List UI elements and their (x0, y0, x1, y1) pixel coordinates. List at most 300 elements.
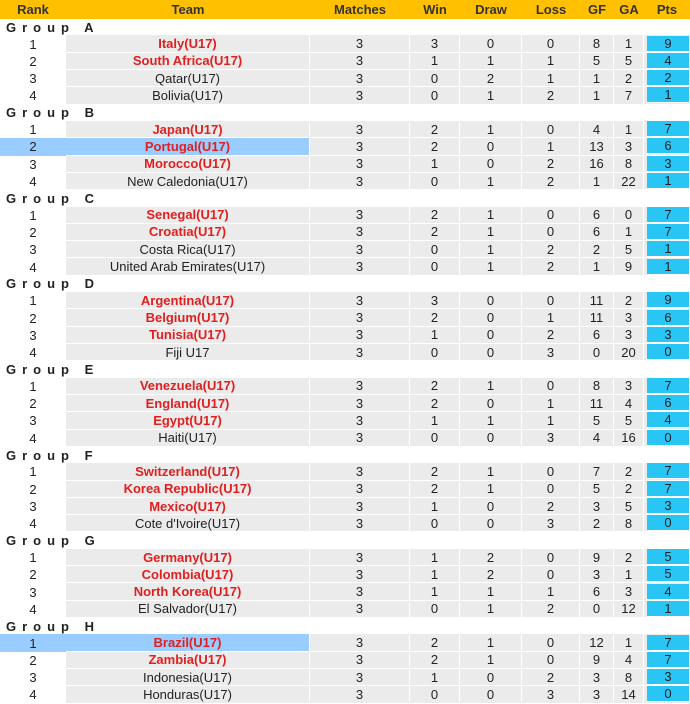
cell-team[interactable]: Bolivia(U17) (66, 87, 310, 104)
cell-team[interactable]: Tunisia(U17) (66, 327, 310, 344)
cell-gf: 6 (580, 583, 614, 600)
cell-team[interactable]: Zambia(U17) (66, 652, 310, 669)
cell-ga: 22 (614, 173, 644, 190)
cell-win: 1 (410, 669, 460, 686)
cell-rank: 1 (0, 121, 66, 138)
team-row[interactable] (0, 309, 690, 326)
cell-loss: 0 (522, 549, 580, 566)
cell-rank: 4 (0, 515, 66, 532)
cell-team[interactable]: Qatar(U17) (66, 70, 310, 87)
cell-ga: 5 (614, 53, 644, 70)
cell-draw: 0 (460, 138, 522, 155)
cell-win: 1 (410, 583, 460, 600)
cell-ga: 2 (614, 481, 644, 498)
team-row[interactable] (0, 53, 690, 70)
cell-matches: 3 (310, 53, 410, 70)
cell-matches: 3 (310, 173, 410, 190)
cell-matches: 3 (310, 549, 410, 566)
pts-badge: 6 (647, 138, 689, 154)
cell-team[interactable]: South Africa(U17) (66, 53, 310, 70)
group-header (0, 361, 690, 377)
cell-loss: 2 (522, 173, 580, 190)
cell-ga: 3 (614, 138, 644, 155)
standings-body (0, 19, 690, 704)
cell-win: 1 (410, 566, 460, 583)
team-row[interactable] (0, 378, 690, 395)
cell-matches: 3 (310, 156, 410, 173)
cell-rank: 3 (0, 70, 66, 87)
cell-draw: 0 (460, 292, 522, 309)
team-row[interactable] (0, 412, 690, 429)
cell-win: 0 (410, 241, 460, 258)
cell-loss: 0 (522, 207, 580, 224)
cell-pts (644, 601, 690, 618)
cell-draw: 0 (460, 344, 522, 361)
cell-ga: 2 (614, 292, 644, 309)
pts-badge: 6 (647, 310, 689, 326)
cell-gf: 2 (580, 241, 614, 258)
pts-badge: 7 (647, 224, 689, 240)
cell-pts (644, 292, 690, 309)
cell-loss: 2 (522, 258, 580, 275)
pts-badge: 6 (647, 395, 689, 411)
cell-matches: 3 (310, 498, 410, 515)
cell-matches: 3 (310, 583, 410, 600)
cell-pts (644, 634, 690, 651)
cell-win: 3 (410, 292, 460, 309)
cell-rank: 2 (0, 566, 66, 583)
cell-win: 0 (410, 258, 460, 275)
cell-draw: 1 (460, 87, 522, 104)
group-name: Group A (0, 19, 690, 35)
cell-pts (644, 138, 690, 155)
header-team[interactable]: Team (66, 0, 310, 19)
cell-loss: 3 (522, 344, 580, 361)
cell-win: 1 (410, 412, 460, 429)
cell-draw: 0 (460, 669, 522, 686)
team-row[interactable] (0, 583, 690, 600)
cell-pts (644, 241, 690, 258)
cell-loss: 2 (522, 601, 580, 618)
cell-matches: 3 (310, 515, 410, 532)
cell-loss: 1 (522, 138, 580, 155)
cell-loss: 2 (522, 498, 580, 515)
group-name: Group D (0, 276, 690, 292)
team-row[interactable] (0, 173, 690, 190)
cell-pts (644, 87, 690, 104)
group-header (0, 190, 690, 206)
cell-draw: 0 (460, 515, 522, 532)
header-gf[interactable]: GF (580, 0, 614, 19)
cell-win: 2 (410, 121, 460, 138)
cell-matches: 3 (310, 87, 410, 104)
cell-ga: 8 (614, 156, 644, 173)
cell-team[interactable]: Cote d'Ivoire(U17) (66, 515, 310, 532)
cell-pts (644, 463, 690, 480)
cell-draw: 1 (460, 601, 522, 618)
cell-team[interactable]: New Caledonia(U17) (66, 173, 310, 190)
cell-team[interactable]: Argentina(U17) (66, 292, 310, 309)
cell-team[interactable]: Mexico(U17) (66, 498, 310, 515)
cell-team[interactable]: Switzerland(U17) (66, 463, 310, 480)
cell-rank: 2 (0, 309, 66, 326)
cell-matches: 3 (310, 430, 410, 447)
cell-draw: 0 (460, 498, 522, 515)
team-row[interactable] (0, 395, 690, 412)
cell-win: 0 (410, 515, 460, 532)
cell-team[interactable]: Morocco(U17) (66, 156, 310, 173)
cell-loss: 0 (522, 224, 580, 241)
team-row[interactable] (0, 70, 690, 87)
team-row[interactable] (0, 138, 690, 155)
cell-ga: 3 (614, 583, 644, 600)
team-row[interactable] (0, 87, 690, 104)
cell-gf: 8 (580, 378, 614, 395)
cell-win: 2 (410, 652, 460, 669)
team-row[interactable] (0, 327, 690, 344)
cell-rank: 2 (0, 395, 66, 412)
pts-badge: 1 (647, 259, 689, 275)
cell-pts (644, 156, 690, 173)
cell-ga: 3 (614, 327, 644, 344)
cell-win: 1 (410, 498, 460, 515)
cell-draw: 0 (460, 156, 522, 173)
cell-win: 2 (410, 309, 460, 326)
cell-gf: 3 (580, 566, 614, 583)
cell-gf: 0 (580, 601, 614, 618)
cell-rank: 1 (0, 207, 66, 224)
team-row[interactable] (0, 669, 690, 686)
team-row[interactable] (0, 601, 690, 618)
cell-ga: 9 (614, 258, 644, 275)
team-row[interactable] (0, 634, 690, 651)
cell-matches: 3 (310, 412, 410, 429)
cell-rank: 1 (0, 463, 66, 480)
group-header (0, 105, 690, 121)
cell-win: 2 (410, 207, 460, 224)
pts-badge: 5 (647, 566, 689, 582)
cell-pts (644, 258, 690, 275)
header-pts[interactable]: Pts (644, 0, 690, 19)
cell-draw: 1 (460, 378, 522, 395)
cell-win: 0 (410, 344, 460, 361)
cell-win: 0 (410, 686, 460, 703)
pts-badge: 7 (647, 378, 689, 394)
team-row[interactable] (0, 207, 690, 224)
group-name: Group H (0, 618, 690, 634)
cell-ga: 5 (614, 241, 644, 258)
cell-rank: 2 (0, 481, 66, 498)
pts-badge: 1 (647, 87, 689, 103)
cell-draw: 1 (460, 634, 522, 651)
cell-matches: 3 (310, 634, 410, 651)
cell-ga: 4 (614, 395, 644, 412)
team-row[interactable] (0, 686, 690, 703)
cell-ga: 2 (614, 70, 644, 87)
team-row[interactable] (0, 481, 690, 498)
cell-draw: 1 (460, 241, 522, 258)
team-row[interactable] (0, 652, 690, 669)
group-header (0, 276, 690, 292)
cell-team[interactable]: Portugal(U17) (66, 138, 310, 155)
cell-matches: 3 (310, 652, 410, 669)
cell-rank: 4 (0, 173, 66, 190)
team-row[interactable] (0, 292, 690, 309)
cell-loss: 0 (522, 121, 580, 138)
cell-pts (644, 35, 690, 52)
cell-rank: 3 (0, 583, 66, 600)
cell-rank: 3 (0, 156, 66, 173)
team-row[interactable] (0, 224, 690, 241)
cell-loss: 0 (522, 652, 580, 669)
cell-team[interactable]: Haiti(U17) (66, 430, 310, 447)
cell-ga: 4 (614, 652, 644, 669)
cell-team[interactable]: Venezuela(U17) (66, 378, 310, 395)
cell-ga: 0 (614, 207, 644, 224)
cell-ga: 2 (614, 463, 644, 480)
team-row[interactable] (0, 463, 690, 480)
cell-team[interactable]: United Arab Emirates(U17) (66, 258, 310, 275)
pts-badge: 7 (647, 635, 689, 651)
cell-pts (644, 121, 690, 138)
cell-team[interactable]: Japan(U17) (66, 121, 310, 138)
cell-team[interactable]: Honduras(U17) (66, 686, 310, 703)
cell-pts (644, 344, 690, 361)
cell-gf: 5 (580, 481, 614, 498)
cell-ga: 20 (614, 344, 644, 361)
cell-team[interactable]: Indonesia(U17) (66, 669, 310, 686)
cell-rank: 2 (0, 224, 66, 241)
cell-rank: 2 (0, 652, 66, 669)
cell-pts (644, 173, 690, 190)
cell-pts (644, 378, 690, 395)
team-row[interactable] (0, 549, 690, 566)
pts-badge: 0 (647, 344, 689, 360)
header-draw[interactable]: Draw (460, 0, 522, 19)
cell-matches: 3 (310, 481, 410, 498)
cell-rank: 4 (0, 258, 66, 275)
cell-team[interactable]: Korea Republic(U17) (66, 481, 310, 498)
cell-rank: 4 (0, 344, 66, 361)
cell-draw: 0 (460, 395, 522, 412)
team-row[interactable] (0, 241, 690, 258)
team-row[interactable] (0, 515, 690, 532)
cell-matches: 3 (310, 35, 410, 52)
team-row[interactable] (0, 498, 690, 515)
cell-draw: 0 (460, 35, 522, 52)
cell-loss: 0 (522, 378, 580, 395)
cell-rank: 3 (0, 669, 66, 686)
cell-matches: 3 (310, 669, 410, 686)
cell-draw: 1 (460, 481, 522, 498)
header-rank[interactable]: Rank (0, 0, 66, 19)
cell-ga: 1 (614, 35, 644, 52)
team-row[interactable] (0, 156, 690, 173)
pts-badge: 3 (647, 156, 689, 172)
cell-team[interactable]: Germany(U17) (66, 549, 310, 566)
pts-badge: 0 (647, 430, 689, 446)
pts-badge: 3 (647, 669, 689, 685)
cell-team[interactable]: Colombia(U17) (66, 566, 310, 583)
cell-gf: 11 (580, 292, 614, 309)
pts-badge: 7 (647, 207, 689, 223)
cell-draw: 0 (460, 686, 522, 703)
cell-draw: 1 (460, 583, 522, 600)
cell-gf: 9 (580, 549, 614, 566)
cell-rank: 1 (0, 634, 66, 651)
cell-win: 2 (410, 378, 460, 395)
cell-win: 1 (410, 327, 460, 344)
cell-win: 0 (410, 87, 460, 104)
cell-team[interactable]: Belgium(U17) (66, 309, 310, 326)
cell-matches: 3 (310, 463, 410, 480)
group-name: Group B (0, 105, 690, 121)
pts-badge: 2 (647, 70, 689, 86)
cell-ga: 3 (614, 378, 644, 395)
pts-badge: 7 (647, 121, 689, 137)
cell-matches: 3 (310, 70, 410, 87)
cell-team[interactable]: Senegal(U17) (66, 207, 310, 224)
pts-badge: 0 (647, 686, 689, 702)
cell-gf: 11 (580, 395, 614, 412)
team-row[interactable] (0, 35, 690, 52)
cell-draw: 1 (460, 207, 522, 224)
cell-pts (644, 686, 690, 703)
cell-rank: 4 (0, 686, 66, 703)
cell-draw: 1 (460, 53, 522, 70)
cell-win: 0 (410, 601, 460, 618)
team-row[interactable] (0, 121, 690, 138)
team-row[interactable] (0, 258, 690, 275)
cell-draw: 0 (460, 430, 522, 447)
cell-pts (644, 669, 690, 686)
header-matches[interactable]: Matches (310, 0, 410, 19)
cell-matches: 3 (310, 395, 410, 412)
cell-win: 2 (410, 138, 460, 155)
cell-matches: 3 (310, 378, 410, 395)
header-ga[interactable]: GA (614, 0, 644, 19)
cell-ga: 3 (614, 309, 644, 326)
cell-rank: 3 (0, 412, 66, 429)
cell-rank: 4 (0, 87, 66, 104)
cell-team[interactable]: El Salvador(U17) (66, 601, 310, 618)
cell-rank: 3 (0, 241, 66, 258)
team-row[interactable] (0, 566, 690, 583)
cell-rank: 4 (0, 601, 66, 618)
cell-loss: 3 (522, 430, 580, 447)
cell-pts (644, 583, 690, 600)
cell-win: 2 (410, 395, 460, 412)
cell-pts (644, 549, 690, 566)
cell-gf: 8 (580, 35, 614, 52)
cell-rank: 1 (0, 35, 66, 52)
cell-loss: 1 (522, 53, 580, 70)
cell-rank: 1 (0, 378, 66, 395)
header-loss[interactable]: Loss (522, 0, 580, 19)
header-win[interactable]: Win (410, 0, 460, 19)
pts-badge: 7 (647, 481, 689, 497)
header-row (0, 0, 690, 19)
cell-win: 0 (410, 430, 460, 447)
cell-gf: 0 (580, 344, 614, 361)
group-name: Group G (0, 532, 690, 548)
cell-ga: 8 (614, 515, 644, 532)
cell-pts (644, 53, 690, 70)
cell-team[interactable]: Fiji U17 (66, 344, 310, 361)
cell-gf: 3 (580, 498, 614, 515)
cell-rank: 1 (0, 292, 66, 309)
cell-team[interactable]: Italy(U17) (66, 35, 310, 52)
cell-pts (644, 515, 690, 532)
cell-win: 0 (410, 70, 460, 87)
cell-draw: 1 (460, 412, 522, 429)
cell-rank: 3 (0, 327, 66, 344)
cell-gf: 2 (580, 515, 614, 532)
group-name: Group C (0, 190, 690, 206)
cell-loss: 0 (522, 292, 580, 309)
pts-badge: 1 (647, 241, 689, 257)
cell-pts (644, 224, 690, 241)
cell-team[interactable]: Brazil(U17) (66, 634, 310, 651)
cell-matches: 3 (310, 292, 410, 309)
cell-loss: 0 (522, 463, 580, 480)
cell-loss: 2 (522, 241, 580, 258)
cell-ga: 12 (614, 601, 644, 618)
cell-gf: 5 (580, 53, 614, 70)
pts-badge: 5 (647, 549, 689, 565)
cell-pts (644, 481, 690, 498)
cell-loss: 0 (522, 35, 580, 52)
group-header (0, 618, 690, 634)
cell-gf: 3 (580, 686, 614, 703)
pts-badge: 4 (647, 412, 689, 428)
cell-loss: 2 (522, 87, 580, 104)
cell-team[interactable]: Croatia(U17) (66, 224, 310, 241)
cell-loss: 1 (522, 583, 580, 600)
cell-pts (644, 395, 690, 412)
cell-win: 1 (410, 549, 460, 566)
cell-pts (644, 430, 690, 447)
cell-draw: 2 (460, 70, 522, 87)
cell-draw: 1 (460, 258, 522, 275)
cell-matches: 3 (310, 686, 410, 703)
cell-gf: 3 (580, 669, 614, 686)
cell-draw: 1 (460, 224, 522, 241)
cell-matches: 3 (310, 327, 410, 344)
cell-gf: 1 (580, 87, 614, 104)
cell-gf: 5 (580, 412, 614, 429)
cell-gf: 4 (580, 430, 614, 447)
cell-team[interactable]: North Korea(U17) (66, 583, 310, 600)
cell-team[interactable]: Costa Rica(U17) (66, 241, 310, 258)
cell-ga: 2 (614, 549, 644, 566)
cell-draw: 0 (460, 309, 522, 326)
pts-badge: 1 (647, 173, 689, 189)
team-row[interactable] (0, 430, 690, 447)
cell-gf: 6 (580, 327, 614, 344)
cell-win: 1 (410, 156, 460, 173)
cell-draw: 0 (460, 327, 522, 344)
cell-team[interactable]: England(U17) (66, 395, 310, 412)
pts-badge: 0 (647, 515, 689, 531)
cell-ga: 8 (614, 669, 644, 686)
cell-win: 3 (410, 35, 460, 52)
cell-matches: 3 (310, 121, 410, 138)
team-row[interactable] (0, 344, 690, 361)
pts-badge: 3 (647, 327, 689, 343)
cell-loss: 0 (522, 634, 580, 651)
cell-team[interactable]: Egypt(U17) (66, 412, 310, 429)
